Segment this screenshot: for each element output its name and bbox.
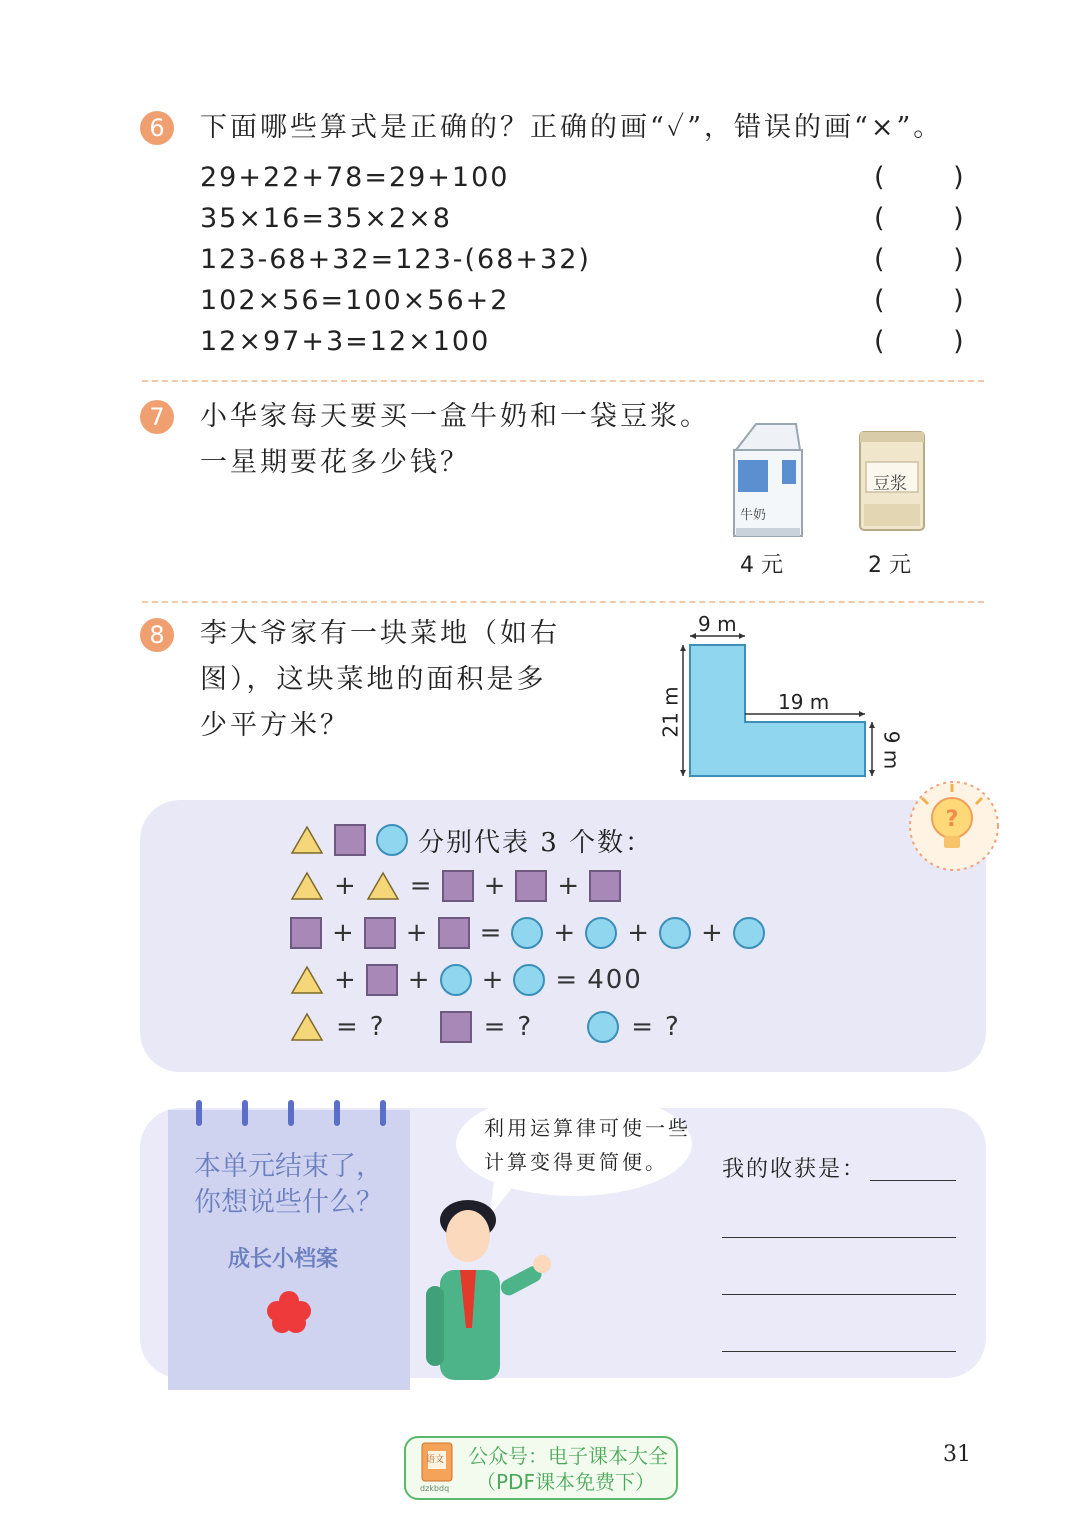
square-icon xyxy=(589,870,621,902)
card-subtitle: 成长小档案 xyxy=(228,1247,339,1272)
question-number-8: 8 xyxy=(140,618,174,652)
triangle-icon xyxy=(366,871,400,901)
puzzle-equation-2: + + = + + + xyxy=(290,913,765,953)
dimension-right: 9 m xyxy=(879,730,904,770)
answer-line-3[interactable] xyxy=(722,1294,956,1295)
soy-milk-label: 豆浆 xyxy=(873,474,907,494)
puzzle-equation-1: + = + + xyxy=(290,866,621,906)
question-6-prompt: 下面哪些算式是正确的？正确的画“✓”，错误的画“×”。 xyxy=(200,112,944,143)
badge-small-text: dzkbdq xyxy=(420,1484,450,1493)
circle-icon xyxy=(376,824,408,856)
square-icon xyxy=(366,964,398,996)
puzzle-intro-text: 分别代表 3 个数： xyxy=(418,827,654,858)
card-title-line-1: 本单元结束了， xyxy=(194,1151,383,1182)
answer-line-4[interactable] xyxy=(722,1351,956,1352)
question-number-7: 7 xyxy=(140,400,174,434)
badge-line-2: （PDF课本免费下） xyxy=(476,1470,655,1494)
equation-1: 29+22+78=29+100 xyxy=(200,162,510,193)
question-8-line-2: 图），这块菜地的面积是多 xyxy=(200,664,547,695)
answer-blank-3[interactable]: ( ) xyxy=(874,244,994,275)
card-title-line-2: 你想说些什么？ xyxy=(194,1187,383,1218)
circle-icon xyxy=(585,917,617,949)
answer-line-2[interactable] xyxy=(722,1237,956,1238)
circle-icon xyxy=(440,964,472,996)
section-divider xyxy=(142,380,984,382)
circle-icon xyxy=(587,1011,619,1043)
badge-line-1: 公众号：电子课本大全 xyxy=(468,1444,668,1468)
equation-3: 123-68+32=123-(68+32) xyxy=(200,244,591,275)
square-unknown[interactable]: ? xyxy=(517,1012,532,1042)
answer-blank-4[interactable]: ( ) xyxy=(874,285,994,316)
dimension-left: 21 m xyxy=(658,686,683,738)
square-icon xyxy=(334,824,366,856)
soy-milk-price: 2 元 xyxy=(868,553,911,578)
square-icon xyxy=(515,870,547,902)
equation-4: 102×56=100×56+2 xyxy=(200,285,510,316)
question-7-line-2: 一星期要花多少钱？ xyxy=(200,447,470,478)
circle-icon xyxy=(513,964,545,996)
answer-blank-1[interactable]: ( ) xyxy=(874,162,994,193)
lightbulb-question-icon xyxy=(902,776,1006,876)
section-divider xyxy=(142,601,984,603)
circle-unknown[interactable]: ? xyxy=(665,1012,679,1042)
svg-text:?: ? xyxy=(945,807,959,832)
bubble-line-1: 利用运算律可使一些 xyxy=(484,1116,691,1140)
square-icon xyxy=(364,917,396,949)
dimension-top: 9 m xyxy=(698,612,737,636)
l-shaped-garden-diagram xyxy=(650,610,890,785)
red-flower-icon xyxy=(266,1290,312,1334)
milk-price: 4 元 xyxy=(740,553,783,578)
book-icon-label: 语文 xyxy=(426,1455,445,1465)
square-icon xyxy=(290,917,322,949)
question-number-6: 6 xyxy=(140,111,174,145)
dimension-inner: 19 m xyxy=(778,690,830,714)
circle-icon xyxy=(511,917,543,949)
triangle-icon xyxy=(290,871,324,901)
question-8-line-1: 李大爷家有一块菜地（如右 xyxy=(200,618,560,649)
puzzle-total: 400 xyxy=(587,965,643,995)
page-number: 31 xyxy=(943,1442,971,1467)
puzzle-intro-row xyxy=(290,820,653,860)
square-icon xyxy=(438,917,470,949)
answer-blank-5[interactable]: ( ) xyxy=(874,326,994,357)
triangle-icon xyxy=(290,825,324,855)
puzzle-equation-3: + + + = 400 xyxy=(290,960,643,1000)
circle-icon xyxy=(733,917,765,949)
puzzle-question-row: = ? = ? = ? xyxy=(290,1007,679,1047)
bubble-line-2: 计算变得更简便。 xyxy=(484,1150,668,1174)
harvest-prompt: 我的收获是： xyxy=(722,1157,867,1182)
milk-carton-icon xyxy=(726,420,808,542)
triangle-icon xyxy=(290,1012,324,1042)
question-8-line-3: 少平方米？ xyxy=(200,710,350,741)
milk-label: 牛奶 xyxy=(740,508,767,523)
student-character-illustration xyxy=(420,1198,560,1380)
question-7-line-1: 小华家每天要买一盒牛奶和一袋豆浆。 xyxy=(200,401,710,432)
equation-5: 12×97+3=12×100 xyxy=(200,326,491,357)
square-icon xyxy=(440,1011,472,1043)
equation-2: 35×16=35×2×8 xyxy=(200,203,452,234)
triangle-icon xyxy=(290,965,324,995)
answer-line-1[interactable] xyxy=(870,1180,956,1181)
triangle-unknown[interactable]: ? xyxy=(369,1012,384,1042)
circle-icon xyxy=(659,917,691,949)
card-binding-rings xyxy=(196,1100,386,1126)
square-icon xyxy=(442,870,474,902)
answer-blank-2[interactable]: ( ) xyxy=(874,203,994,234)
